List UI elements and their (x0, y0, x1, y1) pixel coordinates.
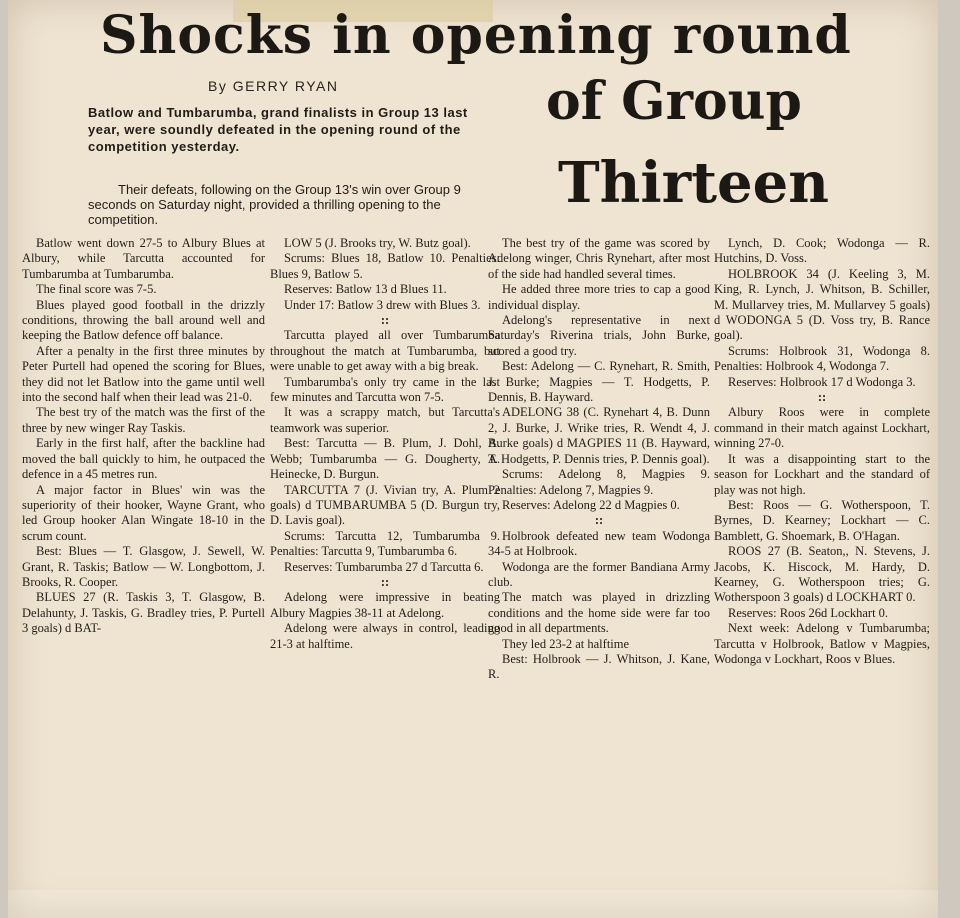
article-paragraph: Adelong's representative in next Saturday's Riverina trials, John Burke, scored a good try. (488, 313, 710, 358)
article-paragraph: They led 23-2 at halftime (502, 636, 630, 651)
article-column-2 (270, 236, 500, 652)
article-paragraph: Scrums: Holbrook 31, Wodonga 8. Penalties: Holbrook 4, Wodonga 7. (714, 343, 930, 374)
article-paragraph: Lynch, D. Cook; Wodonga — R. Hutchins, D. Voss. (714, 236, 930, 266)
article-paragraph: Best: Roos — G. Wotherspoon, T. Byrnes, D. Kearney; Lockhart — C. Bamblett, G. Shoemark, B. O'Hagan. (714, 497, 930, 543)
article-paragraph: Albury Roos were in complete command in their match against Lockhart, winning 27-0. (714, 405, 930, 451)
article-column-3 (488, 236, 710, 683)
article-paragraph: Best: Holbrook — J. Whitson, J. Kane, R. (488, 651, 710, 682)
article-paragraph: The match was played in drizzling conditions and the home side were far too good in all departments. (488, 590, 710, 636)
article-column-4 (714, 236, 930, 667)
section-separator: :: (380, 574, 390, 589)
intro-paragraph: Batlow and Tumbarumba, grand finalists in Group 13 last year, were soundly defeated in the opening round of the competition yesterday. (88, 105, 468, 154)
article-paragraph: Best: Blues — T. Glasgow, J. Sewell, W. Grant, R. Taskis; Batlow — W. Longbottom, J. Brooks, R. Cooper. (22, 544, 265, 589)
page-fold (8, 890, 938, 918)
newspaper-clipping (8, 0, 938, 918)
article-paragraph: Tumbarumba's only try came in the last few minutes and Tarcutta won 7-5. (270, 374, 500, 405)
section-separator: :: (594, 513, 604, 528)
article-paragraph: Reserves: Holbrook 17 d Wodonga 3. (728, 374, 916, 389)
article-paragraph: TARCUTTA 7 (J. Vivian try, A. Plum 2 goals) d TUMBARUMBA 5 (D. Burgun try, D. Lavis goal). (270, 482, 500, 528)
article-paragraph: The best try of the game was scored by Adelong winger, Chris Rynehart, after most of the side had handled several times. (488, 236, 710, 281)
article-paragraph: Tarcutta played all over Tumbarumba throughout the match at Tumbarumba, but were unable to get away with a big break. (270, 328, 500, 374)
article-paragraph: Blues played good football in the drizzly conditions, throwing the ball around well and keeping the Batlow defence off balance. (22, 297, 265, 343)
article-paragraph: Scrums: Blues 18, Batlow 10. Penalties: Blues 9, Batlow 5. (270, 251, 500, 281)
article-paragraph: Adelong were impressive in beating Albury Magpies 38-11 at Adelong. (270, 590, 500, 620)
article-paragraph: Scrums: Adelong 8, Magpies 9. Penalties: Adelong 7, Magpies 9. (488, 467, 710, 497)
article-paragraph: ROOS 27 (B. Seaton,, N. Stevens, J. Jacobs, K. Hiscock, M. Hardy, D. Kearney, G. Wotherspoon tries; G. Wotherspoon 3 goals) d LOCKHART 0. (714, 544, 930, 605)
article-paragraph: Best: Adelong — C. Rynehart, R. Smith, J. Burke; Magpies — T. Hodgetts, P. Dennis, B. Hayward. (488, 359, 710, 405)
article-paragraph: It was a disappointing start to the season for Lockhart and the standard of play was not high. (714, 451, 930, 497)
article-paragraph: Reserves: Batlow 13 d Blues 11. (284, 282, 447, 297)
article-paragraph: ADELONG 38 (C. Rynehart 4, B. Dunn 2, J. Burke, J. Wrike tries, R. Wendt 4, J. Burke goals) d MAGPIES 11 (B. Hayward, T. Hodgetts, P. Dennis tries, P. Dennis goal). (488, 405, 710, 466)
section-separator: :: (380, 313, 390, 328)
article-paragraph: HOLBROOK 34 (J. Keeling 3, M. King, R. Lynch, J. Whitson, B. Schiller, M. Mullarvey tries, M. Mullarvey 5 goals) d WODONGA 5 (D. Voss try, B. Rance goal). (714, 266, 930, 343)
headline-line-2: of Group (546, 71, 802, 132)
article-paragraph: He added three more tries to cap a good individual display. (488, 282, 710, 312)
article-paragraph: Batlow went down 27-5 to Albury Blues at Albury, while Tarcutta accounted for Tumbarumba at Tumbarumba. (22, 236, 265, 281)
byline: By GERRY RYAN (208, 78, 339, 94)
article-paragraph: Scrums: Tarcutta 12, Tumbarumba 9. Penalties: Tarcutta 9, Tumbarumba 6. (270, 528, 500, 559)
article-paragraph: The final score was 7-5. (36, 282, 157, 297)
article-paragraph: Reserves: Tumbarumba 27 d Tarcutta 6. (284, 559, 484, 574)
article-paragraph: BLUES 27 (R. Taskis 3, T. Glasgow, B. Delahunty, J. Taskis, G. Bradley tries, P. Purtell 3 goals) d BAT- (22, 590, 265, 636)
article-paragraph: A major factor in Blues' win was the superiority of their hooker, Wayne Grant, who led Group hooker Alan Wingate 18-10 in the scrum count. (22, 482, 265, 543)
article-paragraph: After a penalty in the first three minutes by Peter Purtell had opened the scoring for Blues, they did not let Batlow into the game until well into the second half when their lead was 21-0. (22, 343, 265, 405)
article-paragraph: Reserves: Roos 26d Lockhart 0. (728, 605, 889, 620)
article-paragraph: Under 17: Batlow 3 drew with Blues 3. (284, 297, 481, 312)
article-paragraph: Next week: Adelong v Tumbarumba; Tarcutta v Holbrook, Batlow v Magpies, Wodonga v Lockhart, Roos v Blues. (714, 621, 930, 666)
article-paragraph: The best try of the match was the first of the three by new winger Ray Taskis. (22, 405, 265, 435)
section-separator: :: (817, 390, 827, 405)
article-paragraph: Early in the first half, after the backline had moved the ball quickly to him, he outpaced the defence in a 45 metres run. (22, 436, 265, 482)
article-paragraph: Adelong were always in control, leading 21-3 at halftime. (270, 621, 500, 651)
article-paragraph: Best: Tarcutta — B. Plum, J. Dohl, A. Webb; Tumbarumba — G. Dougherty, A. Heinecke, D. Burgun. (270, 436, 500, 482)
article-paragraph: Holbrook defeated new team Wodonga 34-5 at Holbrook. (488, 528, 710, 559)
article-column-1 (22, 236, 265, 637)
intro-second-paragraph: Their defeats, following on the Group 13's win over Group 9 seconds on Saturday night, provided a thrilling opening to the competition. (88, 182, 461, 227)
article-paragraph: LOW 5 (J. Brooks try, W. Butz goal). (284, 236, 471, 250)
article-paragraph: Reserves: Adelong 22 d Magpies 0. (502, 497, 680, 512)
headline-line-1: Shocks in opening round (100, 5, 852, 66)
article-paragraph: Wodonga are the former Bandiana Army club. (488, 559, 710, 589)
headline-line-3: Thirteen (558, 150, 830, 216)
article-paragraph: It was a scrappy match, but Tarcutta's teamwork was superior. (270, 405, 500, 435)
